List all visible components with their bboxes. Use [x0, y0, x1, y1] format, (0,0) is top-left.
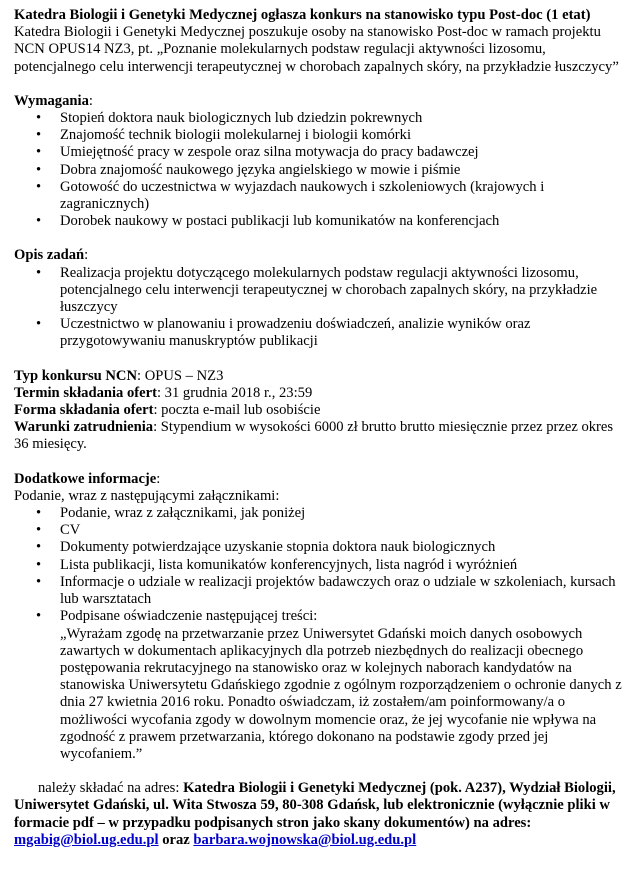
deadline: Termin składania ofert: 31 grudnia 2018 r., 23:59: [14, 384, 313, 401]
list-item: • Dokumenty potwierdzające uzyskanie stopnia doktora nauk biologicznych: [36, 539, 496, 556]
list-item: • Znajomość technik biologii molekularnej i biologii komórki: [36, 127, 412, 144]
bullet-icon: •: [36, 213, 42, 230]
list-item: • Stopień doktora nauk biologicznych lub dziedzin pokrewnych: [36, 110, 423, 127]
bullet-icon: •: [36, 144, 42, 161]
list-item: • Gotowość do uczestnictwa w wyjazdach naukowych i szkoleniowych (krajowych i zagranicznych): [36, 178, 545, 213]
email-link-mgabig[interactable]: mgabig@biol.ug.edu.pl: [14, 831, 159, 848]
attachments-list: [14, 505, 624, 763]
bullet-icon: •: [36, 316, 42, 333]
list-item: • Dorobek naukowy w postaci publikacji lub komunikatów na konferencjach: [36, 213, 500, 230]
bullet-icon: •: [36, 161, 42, 178]
bullet-icon: •: [36, 539, 42, 556]
bullet-icon: •: [36, 110, 42, 127]
submission-form: Forma składania ofert: poczta e-mail lub osobiście: [14, 402, 321, 419]
list-item: • Lista publikacji, lista komunikatów konferencyjnych, lista nagród i wyróżnień: [36, 556, 518, 573]
list-item: • Dobra znajomość naukowego języka angielskiego w mowie i piśmie: [36, 161, 461, 178]
bullet-icon: •: [36, 264, 42, 281]
competition-type: Typ konkursu NCN: OPUS – NZ3: [14, 367, 224, 384]
tasks-heading: Opis zadań:: [14, 247, 89, 264]
list-item: • CV: [36, 522, 81, 539]
announcement-title: Katedra Biologii i Genetyki Medycznej ogłasza konkurs na stanowisko typu Post-doc (1 etat): [14, 7, 591, 23]
additional-heading: Dodatkowe informacje:: [14, 470, 161, 487]
bullet-icon: •: [36, 127, 42, 144]
list-item: • Umiejętność pracy w zespole oraz silna motywacja do pracy badawczej: [36, 144, 479, 161]
tasks-list: [14, 265, 624, 351]
bullet-icon: •: [36, 573, 42, 590]
bullet-icon: •: [36, 505, 42, 522]
consent-statement: „Wyrażam zgodę na przetwarzanie przez Uniwersytet Gdański moich danych osobowych zawartych w dokumentach aplikacyjnych dla potrzeb niezbędnych do realizacji obecnego postępowania rekrutacyjnego na stanowisko oraz w kolejnych naborach kandydatów na stanowiska Uniwersytetu Gdańskiego zgodnie z ogólnym rozporządzeniem o ochronie danych z dnia 27 kwietnia 2016 roku. Ponadto oświadczam, iż zostałem/am poinformowany/a o możliwości wycofania zgody w dowolnym momencie oraz, że jej wycofanie nie wpływa na zgodność z prawem przetwarzania, którego dokonano na podstawie zgody przed jej wycofaniem.”: [60, 625, 622, 762]
list-item: • Realizacja projektu dotyczącego molekularnych podstaw regulacji aktywności lizosomu, potencjalnego celu interwencji terapeutycznej w chorobach zapalnych skóry, na przykładzie łuszczycy: [36, 264, 598, 316]
bullet-icon: •: [36, 608, 42, 625]
email-link-wojnowska[interactable]: barbara.wojnowska@biol.ug.edu.pl: [193, 831, 417, 848]
list-item: • Uczestnictwo w planowaniu i prowadzeniu doświadczeń, analizie wyników oraz przygotowywaniu manuskryptów publikacji: [36, 316, 531, 350]
bullet-icon: •: [36, 178, 42, 195]
bullet-icon: •: [36, 522, 42, 539]
list-item: • Podpisane oświadczenie następującej treści: „Wyrażam zgodę na przetwarzanie przez Uniwersytet Gdański moich danych osobowych zawartych w dokumentach aplikacyjnych dla potrzeb niezbędnych do realizacji obecnego postępowania rekrutacyjnego na stanowisko oraz w kolejnych naborach kandydatów na stanowiska Uniwersytetu Gdańskiego zgodnie z ogólnym rozporządzeniem o ochronie danych z dnia 27 kwietnia 2016 roku. Ponadto oświadczam, iż zostałem/am poinformowany/a o możliwości wycofania zgody w dowolnym momencie oraz, że jej wycofanie nie wpływa na zgodność z prawem przetwarzania, którego dokonano na podstawie zgody przed jej wycofaniem.”: [36, 608, 622, 762]
list-item: • Podanie, wraz z załącznikami, jak poniżej: [36, 505, 306, 522]
bullet-icon: •: [36, 556, 42, 573]
additional-lead: Podanie, wraz z następującymi załącznikami:: [14, 487, 280, 504]
requirements-heading: Wymagania:: [14, 92, 93, 109]
list-item: • Informacje o udziale w realizacji projektów badawczych oraz o udziale w szkoleniach, kursach lub warsztatach: [36, 573, 616, 608]
announcement-intro: Katedra Biologii i Genetyki Medycznej poszukuje osoby na stanowisko Post-doc w ramach projektu NCN OPUS14 NZ3, pt. „Poznanie molekularnych podstaw regulacji aktywności lizosomu, potencjalnego celu interwencji terapeutycznej w chorobach zapalnych skóry, na przykładzie łuszczycy”: [14, 24, 619, 75]
submission-address: należy składać na adres: Katedra Biologii i Genetyki Medycznej (pok. A237), Wydział Biologii, Uniwersytet Gdański, ul. Wita Stwosza 59, 80-308 Gdańsk, lub elektronicznie (wyłącznie pliki w formacie pdf – w przypadku podpisanych stron jako skany dokumentów) na adres: mgabig@biol.ug.edu.pl oraz barbara.wojnowska@biol.ug.edu.pl: [14, 780, 616, 848]
requirements-list: [14, 110, 624, 230]
employment-conditions: Warunki zatrudnienia: Stypendium w wysokości 6000 zł brutto brutto miesięcznie przez przez okres 36 miesięcy.: [14, 419, 614, 453]
